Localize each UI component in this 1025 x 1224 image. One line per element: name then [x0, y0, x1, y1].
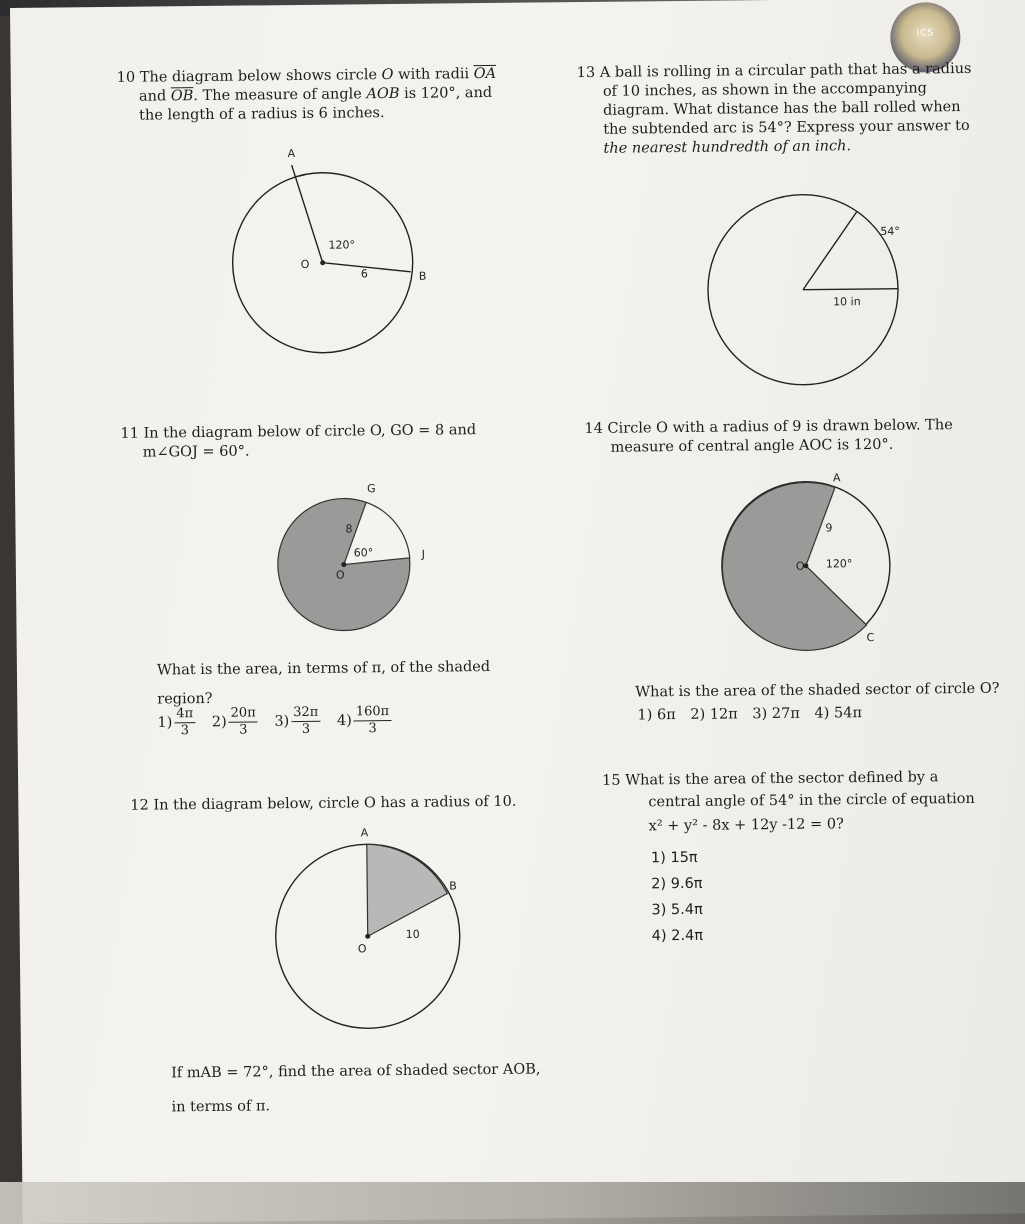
q10-label-a: A — [287, 147, 296, 161]
q12-circle-diagram — [281, 823, 483, 1035]
worksheet-page — [10, 0, 1025, 1224]
q13-radius-top — [802, 211, 858, 290]
q14-label-o: O — [795, 559, 805, 573]
q10-line1: 10 The diagram below shows circle O with radii $\overline{OA}$ — [116, 65, 497, 86]
q11-circle-diagram — [271, 474, 443, 646]
q14-radius-label: 9 — [825, 521, 833, 535]
q13-line5: the nearest hundredth of an inch. — [603, 138, 852, 157]
q15-number: 15 — [602, 772, 621, 789]
q12-label-o: O — [357, 942, 367, 956]
q11-line1: 11 In the diagram below of circle O, GO = 8 and — [120, 422, 477, 442]
q14-label-c: C — [866, 630, 875, 645]
q14-choice-2[interactable]: 2) 12π — [690, 706, 738, 723]
q15-choice-1[interactable]: 1) 15π — [650, 849, 698, 867]
q14-question: What is the area of the shaded sector of circle O? — [635, 680, 1000, 701]
q14-number: 14 — [584, 420, 603, 438]
q13-radius-label: 10 in — [833, 295, 861, 309]
q11-label-g: G — [366, 482, 376, 496]
q11-question1: What is the area, in terms of π, of the shaded — [156, 659, 491, 679]
q11-angle-label: 60° — [353, 546, 374, 560]
q10-number: 10 — [116, 69, 136, 86]
q14-choice-3[interactable]: 3) 27π — [752, 705, 800, 723]
q11-choices — [157, 704, 403, 740]
q11-label-j: J — [421, 547, 426, 561]
q12-number: 12 — [130, 797, 149, 814]
q13-circle-diagram — [692, 188, 924, 390]
q10-radius-label: 6 — [360, 267, 368, 281]
q13-angle-label: 54° — [880, 224, 900, 238]
q13-line2: of 10 inches, as shown in the accompanying — [602, 80, 928, 100]
q10-angle-label: 120° — [328, 238, 356, 252]
q12-question2: in terms of π. — [171, 1098, 271, 1116]
q14-circle-diagram — [705, 469, 917, 671]
q14-line1: 14 Circle O with a radius of 9 is drawn below. The — [584, 417, 953, 438]
q14-choice-4[interactable]: 4) 54π — [814, 705, 863, 722]
q12-shaded-sector — [367, 843, 448, 936]
q10-radius-oa — [292, 165, 323, 263]
photo-bottom-edge — [0, 1182, 1025, 1224]
q15-line2: central angle of 54° in the circle of equation — [648, 790, 975, 811]
q12-label-a: A — [360, 826, 369, 840]
q14-label-a: A — [832, 471, 841, 485]
q10-circle-diagram — [231, 144, 433, 356]
q12-radius-label: 10 — [405, 927, 420, 941]
q11-choice-1[interactable]: 1) $\frac{4\pi}{3}$ — [157, 706, 197, 739]
q15-choice-3[interactable]: 3) 5.4π — [651, 901, 703, 919]
q11-number: 11 — [120, 425, 140, 442]
q10-center-dot — [320, 260, 325, 265]
q13-radius-right — [803, 289, 898, 290]
q12-line1: 12 In the diagram below, circle O has a radius of 10. — [130, 793, 517, 814]
radius-oa: $\overline{OA}$ — [473, 65, 497, 83]
q13-line4: the subtended arc is 54°? Express your answer to — [603, 117, 970, 138]
radius-ob: $\overline{OB}$ — [170, 88, 194, 105]
q14-angle-label: 120° — [825, 557, 853, 571]
q10-line3: the length of a radius is 6 inches. — [139, 105, 385, 124]
q15-line1: 15 What is the area of the sector defined by a — [602, 769, 939, 789]
q15-line3: x² + y² - 8x + 12y -12 = 0? — [648, 816, 844, 835]
q15-choice-4[interactable]: 4) 2.4π — [651, 927, 704, 945]
q12-question1: If mAB = 72°, find the area of shaded sector AOB, — [171, 1061, 541, 1082]
q14-choice-1[interactable]: 1) 6π — [637, 707, 676, 724]
q14-line2: measure of central angle AOC is 120°. — [610, 436, 894, 456]
q10-label-o: O — [300, 257, 310, 271]
q13-line1: 13 A ball is rolling in a circular path that has a radius — [576, 60, 972, 82]
q11-choice-2[interactable]: 2) $\frac{20\pi}{3}$ — [212, 705, 260, 739]
q10-line2: and $\overline{OB}$. The measure of angle AOB is 120°, and — [138, 84, 493, 105]
q13-line3: diagram. What distance has the ball rolled when — [603, 99, 961, 119]
q15-choice-2[interactable]: 2) 9.6π — [651, 875, 703, 893]
q13-number: 13 — [576, 64, 596, 82]
q11-choice-4[interactable]: 4) $\frac{160\pi}{3}$ — [337, 704, 394, 738]
school-seal-logo: ICS — [890, 2, 961, 73]
q10-label-b: B — [418, 269, 427, 283]
q11-choice-3[interactable]: 3) $\frac{32\pi}{3}$ — [274, 705, 322, 739]
q14-choices — [637, 705, 872, 723]
q11-question2: region? — [157, 690, 213, 708]
q12-label-b: B — [449, 879, 457, 893]
q11-line2: m∠GOJ = 60°. — [142, 443, 250, 461]
q11-radius-label: 8 — [345, 522, 353, 536]
q11-label-o: O — [335, 568, 345, 582]
